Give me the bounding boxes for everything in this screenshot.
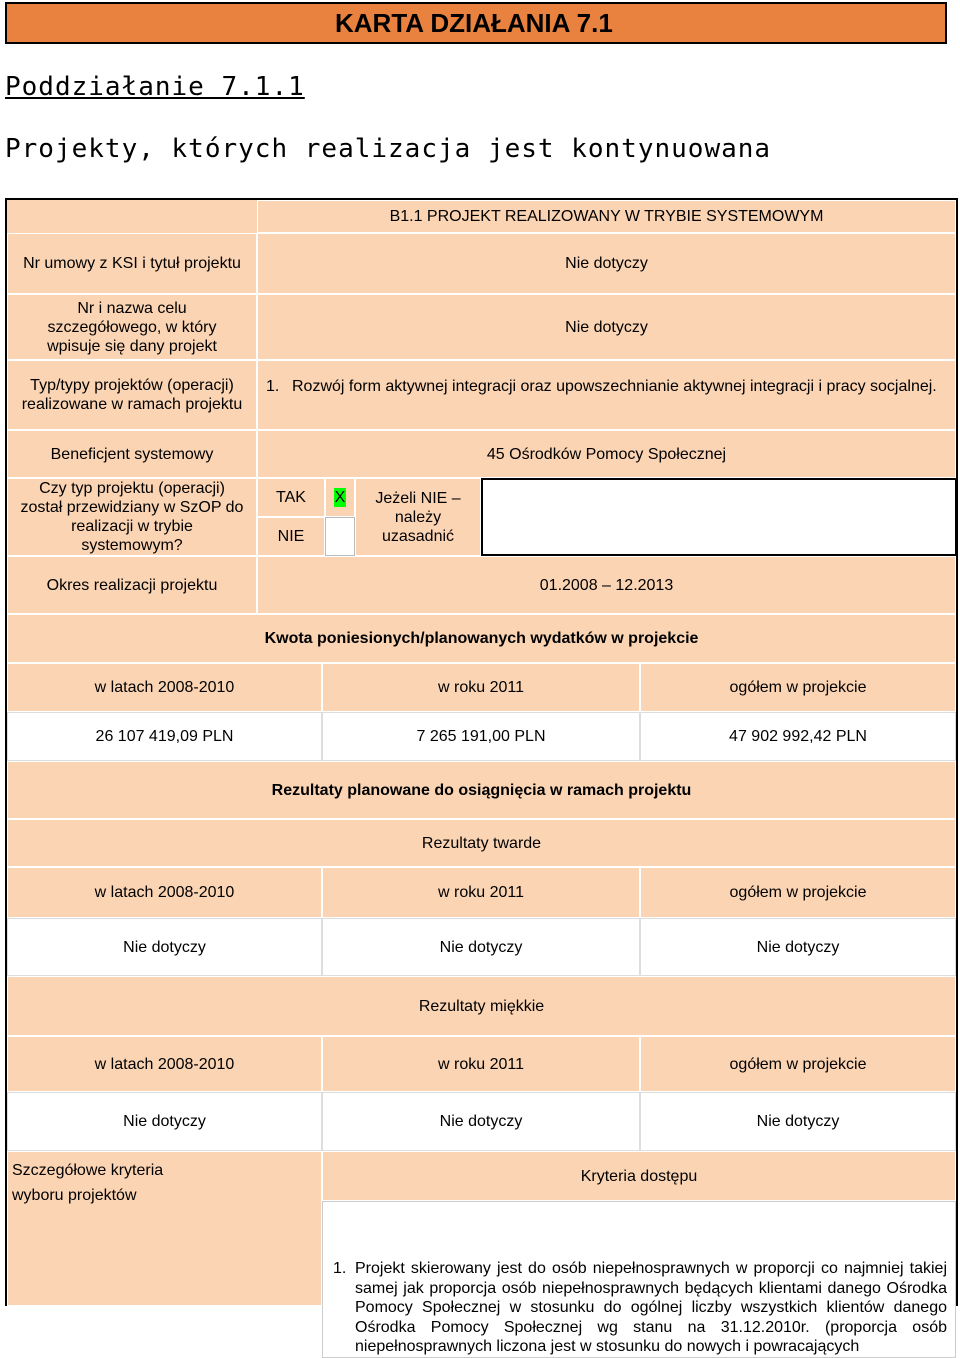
soft-value-2: Nie dotyczy	[322, 1092, 640, 1151]
yes-checkbox[interactable]	[325, 478, 355, 517]
justify-field[interactable]	[481, 478, 958, 556]
card-title	[5, 2, 947, 44]
costs-value-1: 26 107 419,09 PLN	[7, 712, 322, 761]
soft-col-1: w latach 2008-2010	[7, 1036, 322, 1092]
project-type-value: 1. Rozwój form aktywnej integracji oraz upowszechnianie aktywnej integracji i pracy socjalnej.	[257, 360, 956, 430]
soft-value-3: Nie dotyczy	[640, 1092, 956, 1151]
hard-value-1: Nie dotyczy	[7, 918, 322, 976]
beneficiary-label: Beneficjent systemowy	[7, 430, 257, 478]
yes-mark: X	[334, 489, 346, 506]
hard-value-3: Nie dotyczy	[640, 918, 956, 976]
costs-value-2: 7 265 191,00 PLN	[322, 712, 640, 761]
subtitle-heading: Projekty, których realizacja jest kontynuowana	[5, 134, 772, 164]
access-criteria-item-1: 1. Projekt skierowany jest do osób niepełnosprawnych w proporcji co najmniej takiej samej jak proporcja osób niepełnosprawnych będących klientami danego Ośrodka Pomocy Społecznej w stosunku do ogólnej liczby wszystkich klientów danego Ośrodka Pomocy Społecznej wg stanu na 31.12.2010r. (proporcja osób niepełnosprawnych liczona jest w stosunku do nowych i powracających	[322, 1201, 956, 1358]
criteria-label: Szczegółowe kryteria wyboru projektów	[7, 1151, 322, 1306]
hard-col-2: w roku 2011	[322, 867, 640, 918]
project-type-label: Typ/typy projektów (operacji) realizowane w ramach projektu	[7, 360, 257, 430]
costs-header: Kwota poniesionych/planowanych wydatków w projekcie	[7, 614, 956, 663]
costs-col-2: w roku 2011	[322, 663, 640, 712]
soft-col-2: w roku 2011	[322, 1036, 640, 1092]
hard-value-2: Nie dotyczy	[322, 918, 640, 976]
goal-label: Nr i nazwa celu szczegółowego, w który wpisuje się dany projekt	[7, 294, 257, 360]
section-header	[257, 200, 956, 233]
section-header-text: B1.1 PROJEKT REALIZOWANY W TRYBIE SYSTEMOWYM	[389, 208, 824, 225]
contract-value: Nie dotyczy	[257, 233, 956, 294]
access-criteria-header: Kryteria dostępu	[322, 1151, 956, 1201]
hard-results-header: Rezultaty twarde	[7, 819, 956, 867]
subaction-heading: Poddziałanie 7.1.1	[5, 72, 305, 102]
beneficiary-value: 45 Ośrodków Pomocy Społecznej	[257, 430, 956, 478]
systemic-label: Czy typ projektu (operacji) został przewidziany w SzOP do realizacji w trybie systemowym?	[7, 478, 257, 556]
no-label: NIE	[257, 517, 325, 556]
no-checkbox[interactable]	[325, 517, 355, 556]
period-label: Okres realizacji projektu	[7, 556, 257, 614]
soft-value-1: Nie dotyczy	[7, 1092, 322, 1151]
results-header: Rezultaty planowane do osiągnięcia w ramach projektu	[7, 761, 956, 819]
card-title-text: KARTA DZIAŁANIA 7.1	[335, 7, 613, 38]
justify-label: Jeżeli NIE – należy uzasadnić	[355, 478, 481, 556]
hard-col-3: ogółem w projekcie	[640, 867, 956, 918]
soft-col-3: ogółem w projekcie	[640, 1036, 956, 1092]
costs-col-1: w latach 2008-2010	[7, 663, 322, 712]
costs-col-3: ogółem w projekcie	[640, 663, 956, 712]
period-value: 01.2008 – 12.2013	[257, 556, 956, 614]
yes-label: TAK	[257, 478, 325, 517]
hard-col-1: w latach 2008-2010	[7, 867, 322, 918]
costs-value-3: 47 902 992,42 PLN	[640, 712, 956, 761]
soft-results-header: Rezultaty miękkie	[7, 976, 956, 1036]
contract-label: Nr umowy z KSI i tytuł projektu	[7, 233, 257, 294]
goal-value: Nie dotyczy	[257, 294, 956, 360]
